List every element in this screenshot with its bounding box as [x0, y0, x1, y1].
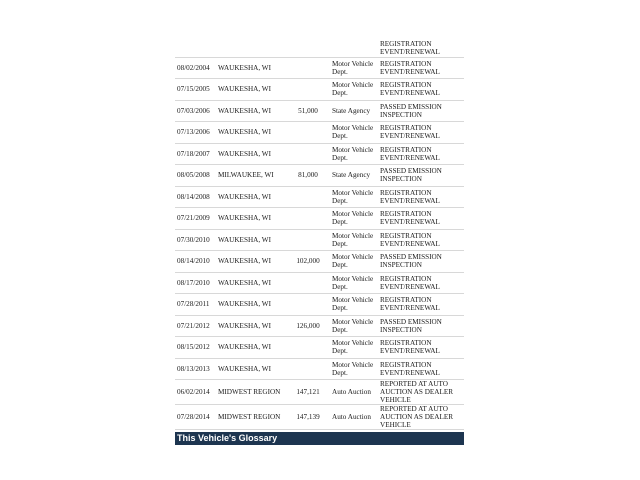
table-row: [175, 122, 464, 144]
cell-event: PASSED EMISSION INSPECTION: [378, 315, 464, 337]
cell-odometer: [286, 229, 330, 251]
cell-date: 08/17/2010: [175, 272, 216, 294]
glossary-header: [175, 432, 464, 445]
cell-event: REGISTRATION EVENT/RENEWAL: [378, 229, 464, 251]
cell-source: Motor Vehicle Dept.: [330, 143, 378, 165]
cell-location: WAUKESHA, WI: [216, 79, 286, 101]
cell-event: PASSED EMISSION INSPECTION: [378, 165, 464, 187]
cell-odometer: [286, 358, 330, 380]
cell-location: WAUKESHA, WI: [216, 186, 286, 208]
table-row: [175, 208, 464, 230]
glossary-title: This Vehicle's Glossary: [177, 433, 278, 443]
cell-location: WAUKESHA, WI: [216, 57, 286, 79]
cell-source: [330, 40, 378, 57]
table-row: [175, 79, 464, 101]
cell-odometer: [286, 337, 330, 359]
cell-location: WAUKESHA, WI: [216, 315, 286, 337]
cell-date: 07/30/2010: [175, 229, 216, 251]
history-table: [175, 40, 464, 430]
cell-source: Motor Vehicle Dept.: [330, 186, 378, 208]
table-row: [175, 165, 464, 187]
cell-source: Motor Vehicle Dept.: [330, 358, 378, 380]
cell-odometer: [286, 294, 330, 316]
cell-location: WAUKESHA, WI: [216, 272, 286, 294]
cell-event: REGISTRATION EVENT/RENEWAL: [378, 208, 464, 230]
vehicle-history-report: [175, 40, 464, 445]
cell-event: REGISTRATION EVENT/RENEWAL: [378, 79, 464, 101]
cell-event: REGISTRATION EVENT/RENEWAL: [378, 337, 464, 359]
cell-odometer: [286, 272, 330, 294]
cell-event: REGISTRATION EVENT/RENEWAL: [378, 57, 464, 79]
cell-location: WAUKESHA, WI: [216, 294, 286, 316]
cell-location: WAUKESHA, WI: [216, 143, 286, 165]
table-row: [175, 143, 464, 165]
cell-source: Motor Vehicle Dept.: [330, 272, 378, 294]
cell-source: Motor Vehicle Dept.: [330, 315, 378, 337]
table-row: [175, 358, 464, 380]
cell-event: REPORTED AT AUTO AUCTION AS DEALER VEHICLE: [378, 380, 464, 405]
cell-source: Motor Vehicle Dept.: [330, 251, 378, 273]
cell-odometer: 102,000: [286, 251, 330, 273]
cell-date: 06/02/2014: [175, 380, 216, 405]
table-row: [175, 251, 464, 273]
cell-location: WAUKESHA, WI: [216, 229, 286, 251]
cell-location: MIDWEST REGION: [216, 405, 286, 430]
cell-source: Motor Vehicle Dept.: [330, 294, 378, 316]
table-row: [175, 315, 464, 337]
cell-date: 07/21/2009: [175, 208, 216, 230]
cell-date: 08/14/2010: [175, 251, 216, 273]
cell-event: REGISTRATION EVENT/RENEWAL: [378, 186, 464, 208]
cell-odometer: 126,000: [286, 315, 330, 337]
cell-source: Motor Vehicle Dept.: [330, 79, 378, 101]
table-row: [175, 186, 464, 208]
cell-date: 07/21/2012: [175, 315, 216, 337]
cell-date: 07/13/2006: [175, 122, 216, 144]
cell-event: REGISTRATION EVENT/RENEWAL: [378, 40, 464, 57]
cell-date: [175, 40, 216, 57]
cell-odometer: [286, 79, 330, 101]
table-row: [175, 337, 464, 359]
cell-date: 08/14/2008: [175, 186, 216, 208]
cell-odometer: 51,000: [286, 100, 330, 122]
cell-date: 08/15/2012: [175, 337, 216, 359]
cell-event: PASSED EMISSION INSPECTION: [378, 251, 464, 273]
cell-event: PASSED EMISSION INSPECTION: [378, 100, 464, 122]
cell-location: WAUKESHA, WI: [216, 251, 286, 273]
cell-event: REGISTRATION EVENT/RENEWAL: [378, 122, 464, 144]
cell-odometer: [286, 57, 330, 79]
cell-date: 07/15/2005: [175, 79, 216, 101]
cell-odometer: [286, 40, 330, 57]
cell-event: REGISTRATION EVENT/RENEWAL: [378, 358, 464, 380]
cell-source: Motor Vehicle Dept.: [330, 122, 378, 144]
cell-source: Motor Vehicle Dept.: [330, 229, 378, 251]
cell-date: 08/02/2004: [175, 57, 216, 79]
cell-source: Motor Vehicle Dept.: [330, 57, 378, 79]
cell-location: WAUKESHA, WI: [216, 122, 286, 144]
cell-source: Auto Auction: [330, 405, 378, 430]
cell-location: WAUKESHA, WI: [216, 337, 286, 359]
cell-location: WAUKESHA, WI: [216, 358, 286, 380]
cell-location: [216, 40, 286, 57]
cell-event: REGISTRATION EVENT/RENEWAL: [378, 294, 464, 316]
table-row: [175, 57, 464, 79]
cell-location: WAUKESHA, WI: [216, 100, 286, 122]
cell-location: MILWAUKEE, WI: [216, 165, 286, 187]
cell-date: 08/05/2008: [175, 165, 216, 187]
cell-source: State Agency: [330, 100, 378, 122]
cell-source: State Agency: [330, 165, 378, 187]
table-row: [175, 405, 464, 430]
cell-odometer: 147,121: [286, 380, 330, 405]
cell-odometer: 81,000: [286, 165, 330, 187]
table-row: [175, 294, 464, 316]
table-row: [175, 272, 464, 294]
cell-odometer: [286, 186, 330, 208]
cell-date: 07/18/2007: [175, 143, 216, 165]
table-row: [175, 380, 464, 405]
cell-date: 07/28/2014: [175, 405, 216, 430]
cell-event: REGISTRATION EVENT/RENEWAL: [378, 272, 464, 294]
history-table-body: [175, 40, 464, 430]
cell-location: WAUKESHA, WI: [216, 208, 286, 230]
cell-date: 08/13/2013: [175, 358, 216, 380]
table-row: [175, 100, 464, 122]
cell-source: Motor Vehicle Dept.: [330, 208, 378, 230]
cell-odometer: [286, 208, 330, 230]
cell-date: 07/28/2011: [175, 294, 216, 316]
table-row: [175, 40, 464, 57]
cell-source: Auto Auction: [330, 380, 378, 405]
cell-event: REGISTRATION EVENT/RENEWAL: [378, 143, 464, 165]
table-row: [175, 229, 464, 251]
cell-event: REPORTED AT AUTO AUCTION AS DEALER VEHICLE: [378, 405, 464, 430]
cell-odometer: [286, 122, 330, 144]
cell-odometer: 147,139: [286, 405, 330, 430]
cell-date: 07/03/2006: [175, 100, 216, 122]
cell-source: Motor Vehicle Dept.: [330, 337, 378, 359]
cell-location: MIDWEST REGION: [216, 380, 286, 405]
cell-odometer: [286, 143, 330, 165]
